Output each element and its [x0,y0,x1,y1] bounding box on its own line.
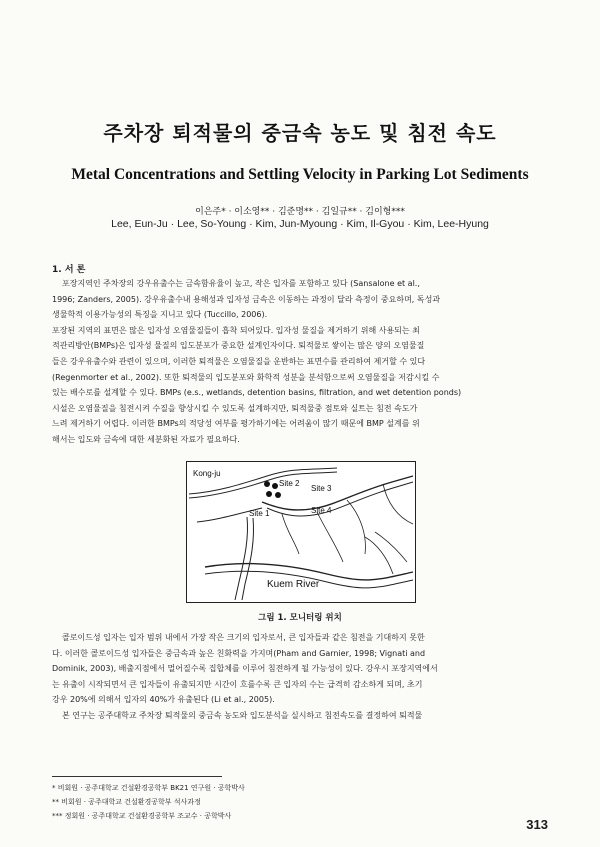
text-line: 있는 배수로를 설계할 수 있다. BMPs (e.s., wetlands, detention basins, filtration, and wet detention ponds) [52,388,462,398]
text-line: 는 유출이 시작되면서 큰 입자들이 유출되지만 시간이 흐를수록 큰 입자의 수는 급격히 감소하게 되며, 초기 [52,679,423,689]
site-marker [275,492,281,498]
text-line: 다. 이러한 콜로이드성 입자들은 중금속과 높은 친화력을 가지며(Pham and Garnier, 1998; Vignati and [52,648,426,658]
text-line: 포장지역인 주차장의 강우유출수는 금속함유율이 높고, 작은 입자를 포함하고 있다 (Sansalone et al., [62,279,420,288]
monitoring-site-map [186,461,416,603]
text-line: 들은 강우유출수와 관련이 있으며, 이러한 퇴적물은 오염물질을 운반하는 표면수를 관리하여 제거할 수 있다 [52,356,426,366]
map-label-kongju: Kong-ju [193,469,221,478]
text-line: 콜로이드성 입자는 입자 범위 내에서 가장 작은 크기의 입자로서, 큰 입자들과 같은 침전을 기대하지 못한 [62,633,425,642]
text-line: 적관리방안(BMPs)은 입자성 물질의 입도분포가 중요한 설계인자이다. 퇴적물로 쌓이는 많은 양의 오염물질 [52,341,425,351]
page-number: 313 [526,817,548,832]
footnote: *** 정회원 · 공주대학교 건설환경공학부 조교수 · 공학박사 [52,812,232,820]
text-line: Dominik, 2003), 배출지점에서 멀어질수록 집합체를 이루어 침전하게 될 가능성이 있다. 강우시 포장지역에서 [52,664,438,674]
map-label-site4: Site 4 [311,506,332,515]
text-line: 시설은 오염물질을 침전시켜 수질을 향상시킬 수 있도록 설계하지만, 퇴적물중 점토와 실트는 침전 속도가 [52,403,418,413]
text-line: 생물학적 이용가능성의 특징을 지니고 있다 (Tuccillo, 2006). [52,310,268,320]
figure-caption: 그림 1. 모니터링 위치 [258,613,342,623]
footnote: * 비회원 · 공주대학교 건설환경공학부 BK21 연구원 · 공학박사 [52,784,245,792]
paper-title-korean: 주차장 퇴적물의 중금속 농도 및 침전 속도 [103,121,497,145]
text-line: 해서는 입도와 금속에 대한 세분화된 자료가 필요하다. [52,434,240,444]
text-line: 1996; Zanders, 2005). 강우유출수내 용해성과 입자성 금속은 이동하는 과정이 달라 측정이 중요하며, 독성과 [52,294,441,304]
text-line: 본 연구는 공주대학교 주차장 퇴적물의 중금속 농도와 입도분석을 실시하고 침전속도를 결정하여 퇴적물 [62,710,423,720]
map-label-site3: Site 3 [311,484,332,493]
text-line: (Regenmorter et al., 2002). 또한 퇴적물의 입도분포와 화학적 성분을 분석함으로써 오염물질을 저감시킬 수 [52,372,440,382]
text-line: 포장된 지역의 표면은 많은 입자성 오염물질들이 흡착 되어있다. 입자성 물질을 제거하기 위해 사용되는 최 [52,325,420,335]
map-drawing [187,462,415,602]
paper-title-english: Metal Concentrations and Settling Velocity in Parking Lot Sediments [71,166,529,183]
text-line: 강우 20%에 의해서 입자의 40%가 유출된다 (Li et al., 2005). [52,695,275,705]
text-line: 느려 제거하기 어렵다. 이러한 BMPs의 적당성 여부를 평가하기에는 어려움이 많기 때문에 BMP 설계를 위 [52,419,420,429]
authors-english: Lee, Eun-Ju · Lee, So-Young · Kim, Jun-Myoung · Kim, Il-Gyou · Kim, Lee-Hyung [111,218,489,230]
map-label-river: Kuem River [267,579,320,590]
site-marker [266,491,272,497]
section-heading-introduction: 1. 서 론 [52,265,86,275]
site-marker [264,481,270,487]
footnote: ** 비회원 · 공주대학교 건설환경공학부 석사과정 [52,798,201,806]
site-marker [272,483,278,489]
footnote-divider [52,776,222,777]
body-paragraphs [52,630,552,724]
map-label-site2: Site 2 [279,479,300,488]
introduction-paragraphs [52,276,552,448]
map-label-site1: Site 1 [249,509,270,518]
authors-korean: 이은주* · 이소영** · 김준명** · 김일규** · 김이형*** [195,207,405,217]
